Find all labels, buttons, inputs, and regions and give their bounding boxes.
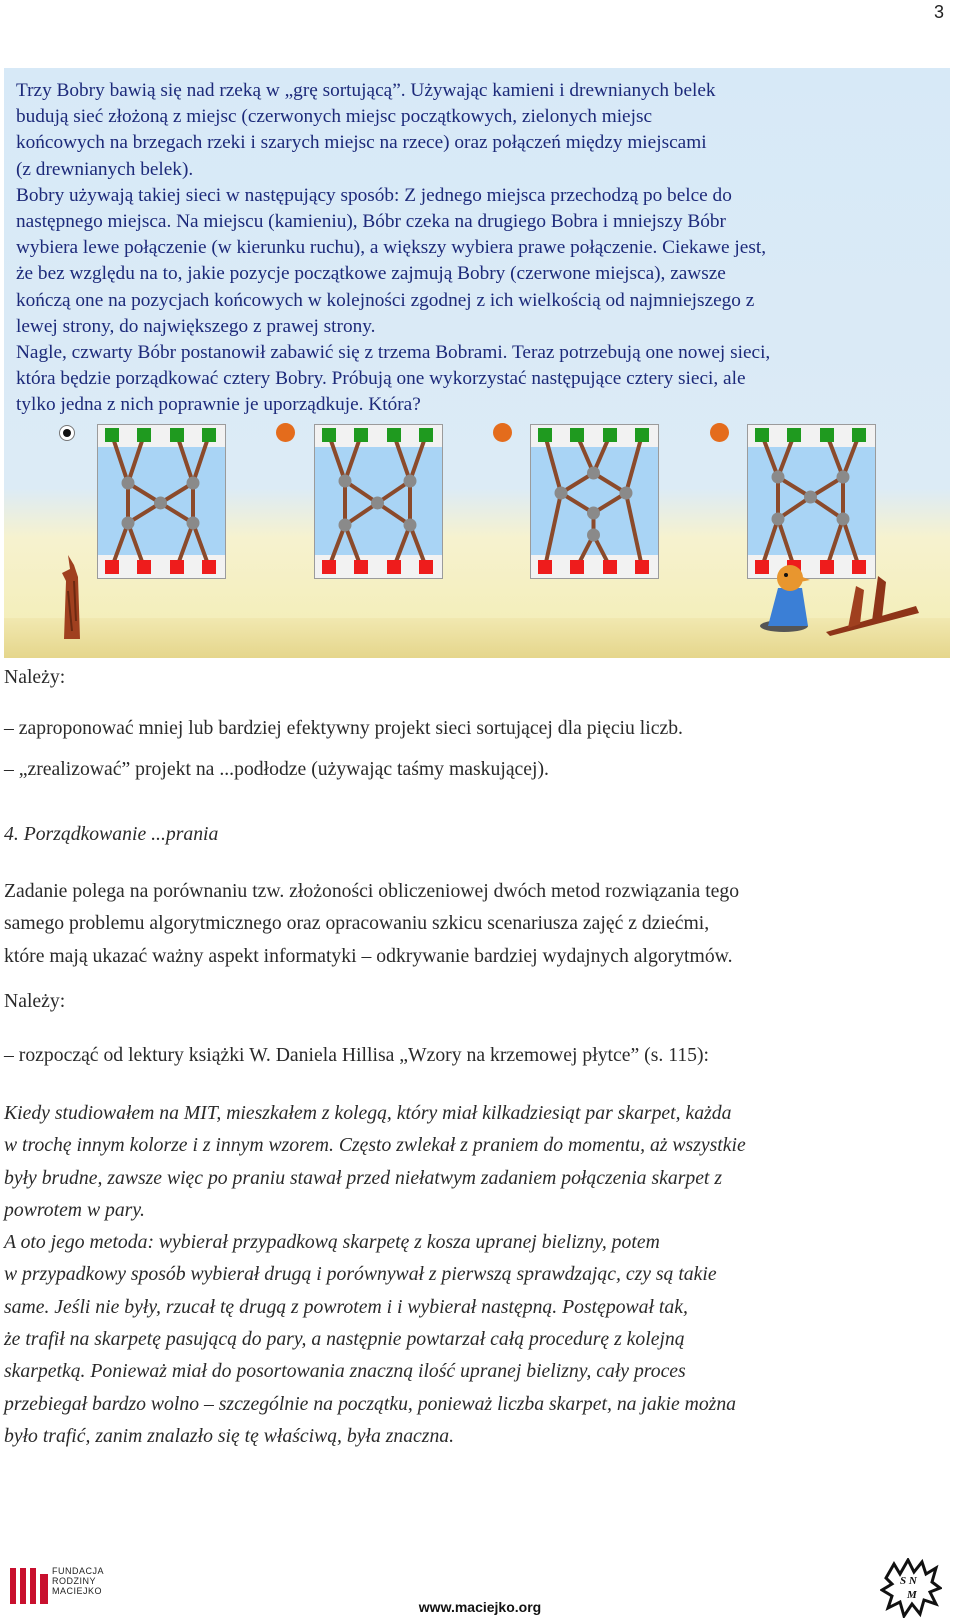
network-diagram [315, 425, 442, 578]
fundacja-logo-text [52, 1566, 104, 1596]
sorting-network-b[interactable] [314, 424, 443, 579]
end-place [755, 428, 769, 442]
stone-node [772, 471, 785, 484]
stone-node [187, 517, 200, 530]
sorting-network-a[interactable] [97, 424, 226, 579]
end-place [322, 428, 336, 442]
task-description [16, 78, 936, 419]
logo-line: RODZINY [52, 1576, 96, 1586]
footer-url-link[interactable]: www.maciejko.org [418, 1599, 542, 1615]
end-place [852, 428, 866, 442]
intro-line: które mają ukazać ważny aspekt informatyki – odkrywanie bardziej wydajnych algorytmów. [4, 944, 733, 967]
end-place [170, 428, 184, 442]
end-place [787, 428, 801, 442]
quote-line: same. Jeśli nie były, rzucał tę drugą z powrotem i i wybierał następną. Postępował tak, [4, 1295, 688, 1318]
quote-line: skarpetką. Ponieważ miał do posortowania znaczną ilość upranej bielizny, cały proces [4, 1360, 686, 1383]
requirement-item: – „zrealizować” projekt na ...podłodze (używając taśmy maskującej). [4, 758, 549, 780]
requirement-item: – zaproponować mniej lub bardziej efektywny projekt sieci sortującej dla pięciu liczb. [4, 717, 683, 739]
stone-node [154, 497, 167, 510]
task-line: lewej strony, do największego z prawej strony. [16, 315, 376, 337]
network-diagram [98, 425, 225, 578]
tree-stump-illustration [54, 551, 88, 641]
logo-line: FUNDACJA [52, 1566, 105, 1576]
start-place [105, 560, 119, 574]
quote-line: były brudne, zawsze więc po praniu stawał przed niełatwym zadaniem połączenia skarpet z [4, 1166, 722, 1189]
start-place [354, 560, 368, 574]
stone-node [555, 487, 568, 500]
stone-node [620, 487, 633, 500]
requirement-item: – rozpocząć od lektury książki W. Daniela Hillisa „Wzory na krzemowej płytce” (s. 115): [4, 1043, 710, 1066]
end-place [820, 428, 834, 442]
start-place [322, 560, 336, 574]
snm-logo-icon [880, 1558, 942, 1618]
stone-node [371, 497, 384, 510]
stone-node [122, 517, 135, 530]
quote-line: w trochę innym kolorze i z innym wzorem. Często zwlekał z praniem do momentu, aż wszystkie [4, 1134, 746, 1157]
quote-line: A oto jego metoda: wybierał przypadkową skarpetę z kosza upranej bielizny, potem [4, 1231, 660, 1254]
stone-node [587, 529, 600, 542]
end-place [603, 428, 617, 442]
intro-line: Zadanie polega na porównaniu tzw. złożoności obliczeniowej dwóch metod rozwiązania tego [4, 880, 740, 902]
stone-node [404, 475, 417, 488]
task-line: Trzy Bobry bawią się nad rzeką w „grę sortującą”. Używając kamieni i drewnianych belek [16, 80, 716, 101]
page-number: 3 [933, 2, 944, 22]
stone-node [187, 477, 200, 490]
end-place [202, 428, 216, 442]
beaver-illustration [756, 546, 926, 638]
quote-line: powrotem w pary. [4, 1198, 145, 1221]
task-line: budują sieć złożoną z miejsc (czerwonych miejsc początkowych, zielonych miejsc [16, 106, 653, 128]
stone-node [339, 475, 352, 488]
end-place [387, 428, 401, 442]
quote-line: w przypadkowy sposób wybierał drugą i porównywał z pierwszą sprawdzając, czy są takie [4, 1263, 717, 1286]
task-line: Nagle, czwarty Bóbr postanowił zabawić się z trzema Bobrami. Teraz potrzebują one nowej sieci, [16, 342, 771, 364]
stone-node [339, 519, 352, 532]
stone-node [122, 477, 135, 490]
start-place [570, 560, 584, 574]
section-laundry [4, 822, 934, 1067]
answer-a-radio[interactable] [59, 425, 75, 441]
stone-node [587, 507, 600, 520]
end-place [105, 428, 119, 442]
quote-line: przebiegał bardzo wolno – szczególnie na początku, ponieważ liczba skarpet, na jakie można [4, 1392, 737, 1415]
quote-block [4, 1097, 934, 1452]
svg-text:M: M [907, 1589, 917, 1601]
quote-line: że trafił na skarpetę pasującą do pary, a następnie powtarzał całą procedurę z kolejną [4, 1328, 685, 1351]
end-place [635, 428, 649, 442]
start-place [635, 560, 649, 574]
start-place [387, 560, 401, 574]
end-place [419, 428, 433, 442]
end-place [570, 428, 584, 442]
answer-c-radio[interactable] [493, 423, 512, 442]
section-title: 4. Porządkowanie ...prania [4, 823, 219, 845]
task-line: kończą one na pozycjach końcowych w kolejności zgodnej z ich wielkością od najmniejszego z [16, 289, 755, 311]
start-place [170, 560, 184, 574]
intro-line: samego problemu algorytmicznego oraz opracowaniu szkicu scenariusza zajęć z dziećmi, [4, 912, 710, 935]
task-illustration-panel [4, 68, 950, 658]
end-place [137, 428, 151, 442]
requirements-heading: Należy: [4, 989, 66, 1012]
quote-line: było trafić, zanim znalazło się tę właściwą, była znaczna. [4, 1424, 455, 1447]
task-line: wybiera lewe połączenie (w kierunku ruchu), a większy wybiera prawe połączenie. Ciekawe jest, [16, 237, 767, 259]
svg-text:S N: S N [900, 1575, 917, 1587]
start-place [603, 560, 617, 574]
start-place [419, 560, 433, 574]
start-place [538, 560, 552, 574]
task-line: następnego miejsca. Na miejscu (kamieniu), Bóbr czeka na drugiego Bobra i mniejszy Bóbr [16, 211, 726, 233]
answer-b-radio[interactable] [276, 423, 295, 442]
logo-line: MACIEJKO [52, 1586, 103, 1596]
stone-node [404, 519, 417, 532]
task-line: że bez względu na to, jakie pozycje początkowe zajmują Bobry (czerwone miejsca), zawsze [16, 263, 726, 285]
network-diagram [531, 425, 658, 578]
stone-node [804, 491, 817, 504]
end-place [354, 428, 368, 442]
start-place [202, 560, 216, 574]
end-place [538, 428, 552, 442]
start-place [137, 560, 151, 574]
section-requirements [4, 665, 934, 781]
answer-d-radio[interactable] [710, 423, 729, 442]
stone-node [772, 513, 785, 526]
task-line: końcowych na brzegach rzeki i szarych miejsc na rzece) oraz połączeń między miejscami [16, 132, 707, 154]
stone-node [587, 467, 600, 480]
requirements-heading: Należy: [4, 666, 66, 688]
stone-node [837, 513, 850, 526]
quote-line: Kiedy studiowałem na MIT, mieszkałem z kolegą, który miał kilkadziesiąt par skarpet, każda [4, 1102, 732, 1124]
task-line: która będzie porządkować cztery Bobry. Próbują one wykorzystać następujące cztery sieci, ale [16, 368, 746, 390]
task-line: (z drewnianych belek). [16, 158, 194, 180]
stone-node [837, 471, 850, 484]
task-line: tylko jedna z nich poprawnie je uporządkuje. Która? [16, 394, 421, 416]
task-line: Bobry używają takiej sieci w następujący sposób: Z jednego miejsca przechodzą po belce do [16, 184, 732, 206]
sorting-network-c[interactable] [530, 424, 659, 579]
